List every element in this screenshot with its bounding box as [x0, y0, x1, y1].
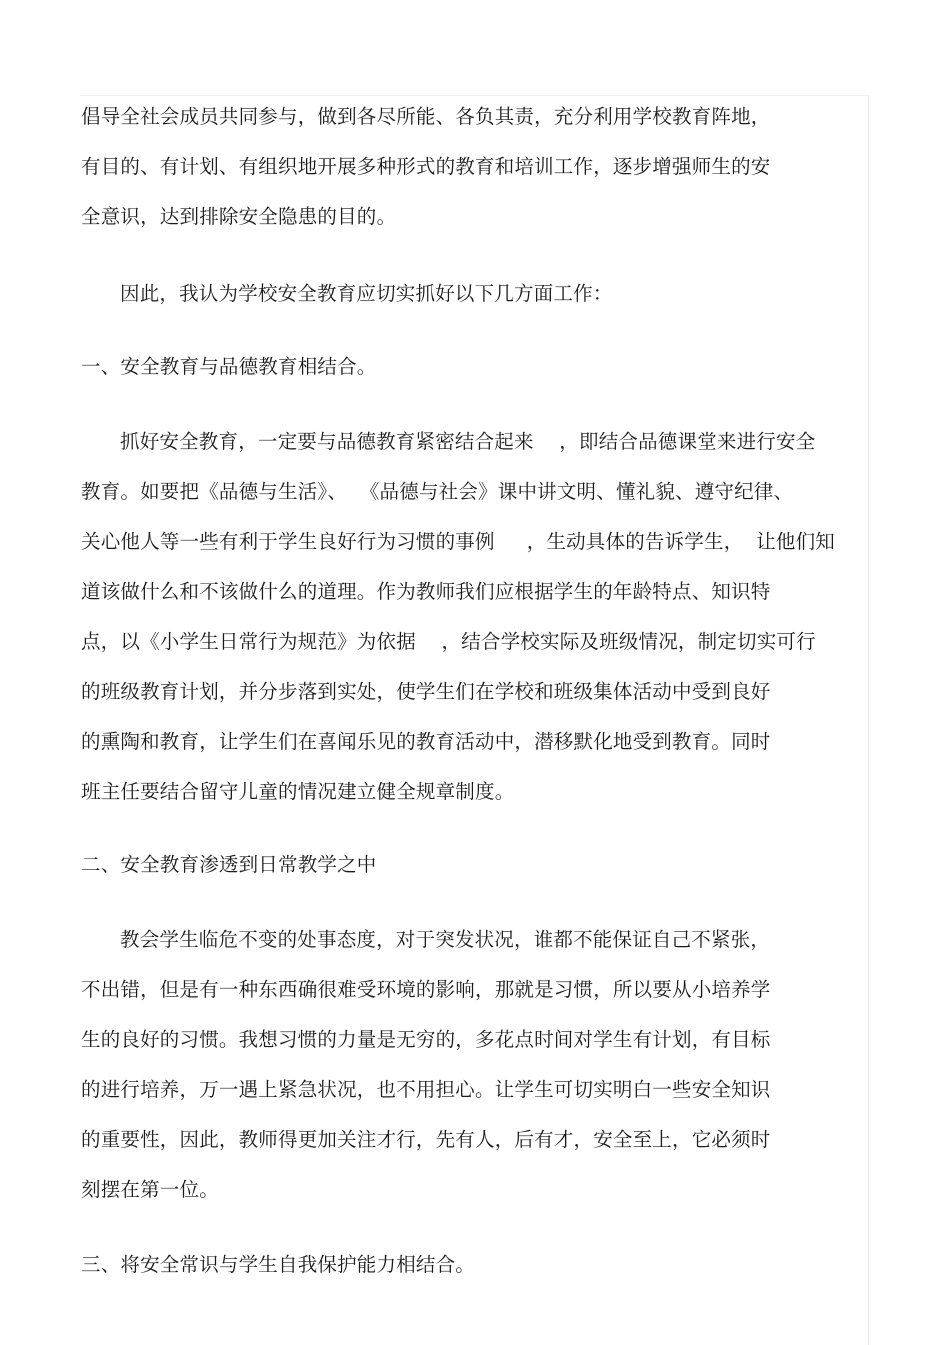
paragraph-line: 全意识，达到排除安全隐患的目的。	[81, 205, 397, 228]
section-heading: 三、将安全常识与学生自我保护能力相结合。	[81, 1253, 476, 1276]
paragraph-line: 的熏陶和教育，让学生们在喜闻乐见的教育活动中，潜移默化地受到教育。同时	[81, 730, 771, 753]
paragraph-line: 抓好安全教育，一定要与品德教育紧密结合起来 ，即结合品德课堂来进行安全	[120, 430, 816, 453]
paragraph-line: 教育。如要把《品德与生活》、 《品德与社会》课中讲文明、懂礼貌、遵守纪律、	[81, 480, 794, 503]
paragraph-line: 关心他人等一些有利于学生良好行为习惯的事例 ，生动具体的告诉学生， 让他们知	[81, 530, 835, 553]
paragraph-line: 班主任要结合留守儿童的情况建立健全规章制度。	[81, 780, 515, 803]
section-heading: 一、安全教育与品德教育相结合。	[81, 355, 377, 378]
section-heading: 二、安全教育渗透到日常教学之中	[81, 853, 377, 876]
paragraph-line: 的班级教育计划，并分步落到实处，使学生们在学校和班级集体活动中受到良好	[81, 680, 771, 703]
paragraph-line: 刻摆在第一位。	[81, 1178, 219, 1201]
paragraph-line: 有目的、有计划、有组织地开展多种形式的教育和培训工作，逐步增强师生的安	[81, 155, 771, 178]
paragraph-line: 的进行培养，万一遇上紧急状况，也不用担心。让学生可切实明白一些安全知识	[81, 1078, 771, 1101]
paragraph-line: 生的良好的习惯。我想习惯的力量是无穷的，多花点时间对学生有计划，有目标	[81, 1028, 771, 1051]
paragraph-line: 不出错，但是有一种东西确很难受环境的影响，那就是习惯，所以要从小培养学	[81, 978, 771, 1001]
paragraph-line: 的重要性，因此，教师得更加关注才行，先有人，后有才，安全至上，它必须时	[81, 1128, 771, 1151]
paragraph-line: 教会学生临危不变的处事态度，对于突发状况，谁都不能保证自己不紧张，	[120, 928, 771, 951]
paragraph-line: 点，以《小学生日常行为规范》为依据 ，结合学校实际及班级情况，制定切实可行	[81, 630, 816, 653]
paragraph-line: 道该做什么和不该做什么的道理。作为教师我们应根据学生的年龄特点、知识特	[81, 580, 771, 603]
paragraph-line: 倡导全社会成员共同参与，做到各尽所能、各负其责，充分利用学校教育阵地，	[81, 105, 771, 128]
paragraph-line: 因此，我认为学校安全教育应切实抓好以下几方面工作：	[120, 282, 613, 305]
